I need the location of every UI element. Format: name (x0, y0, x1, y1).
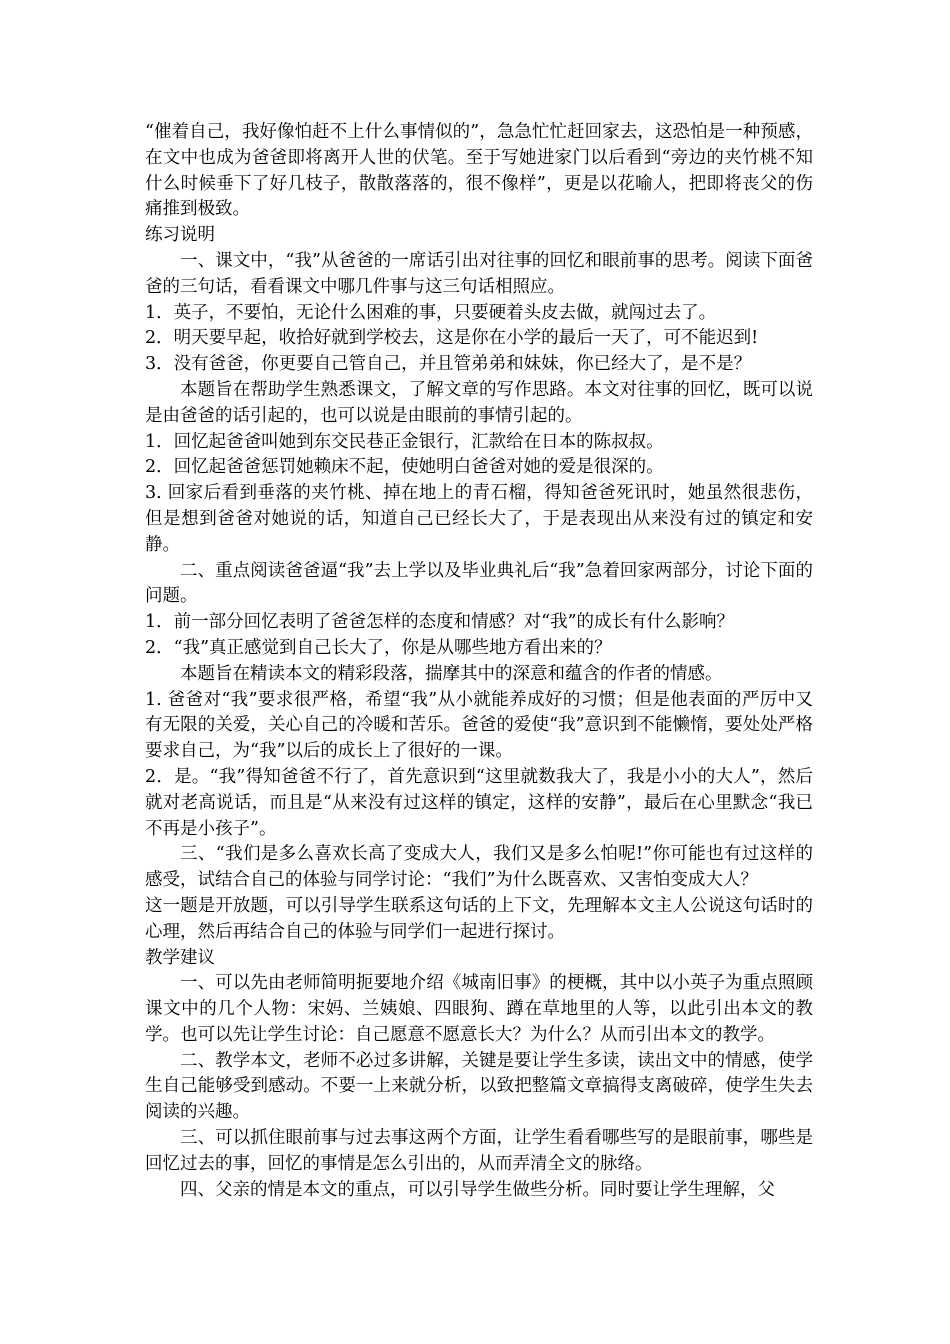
list-item: 1．前一部分回忆表明了爸爸怎样的态度和情感？对“我”的成长有什么影响？ (145, 612, 735, 633)
paragraph: 三、“我们是多么喜欢长高了变成大人，我们又是多么怕呢!”你可能也有过这样的感受，试结合自己的体验与同学讨论：“我们”为什么既喜欢、又害怕变成大人？ (145, 844, 813, 891)
paragraph: 一、课文中，“我”从爸爸的一席话引出对往事的回忆和眼前事的思考。阅读下面爸爸的三句话，看看课文中哪几件事与这三句话相照应。 (145, 250, 813, 297)
paragraph: 这一题是开放题，可以引导学生联系这句话的上下文，先理解本文主人公说这句话时的心理，然后再结合自己的体验与同学们一起进行探讨。 (145, 895, 813, 942)
paragraph: 四、父亲的情是本文的重点，可以引导学生做些分析。同时要让学生理解，父 (180, 1179, 775, 1200)
paragraph: 一、可以先由老师简明扼要地介绍《城南旧事》的梗概，其中以小英子为重点照顾课文中的几个人物：宋妈、兰姨娘、四眼狗、蹲在草地里的人等，以此引出本文的教学。也可以先让学生讨论：自己愿意不愿意长大？为什么？从而引出本文的教学。 (145, 973, 813, 1045)
list-item: 2．回忆起爸爸惩罚她赖床不起，使她明白爸爸对她的爱是很深的。 (145, 457, 664, 478)
list-item: 2．“我”真正感觉到自己长大了，你是从哪些地方看出来的？ (145, 637, 612, 658)
document-body (145, 120, 813, 1203)
list-item: 2．是。“我”得知爸爸不行了，首先意识到“这里就数我大了，我是小小的大人”，然后就对老高说话，而且是“从来没有过这样的镇定，这样的安静”，最后在心里默念“我已不再是小孩子”。 (145, 766, 813, 839)
paragraph: 三、可以抓住眼前事与过去事这两个方面，让学生看看哪些写的是眼前事，哪些是回忆过去的事，回忆的事情是怎么引出的，从而弄清全文的脉络。 (145, 1128, 813, 1174)
section-heading-exercise-notes: 练习说明 (145, 225, 215, 246)
list-item: 3. 回家后看到垂落的夹竹桃、掉在地上的青石榴，得知爸爸死讯时，她虽然很悲伤，但是想到爸爸对她说的话，知道自己已经长大了，于是表现出从来没有过的镇定和安静。 (145, 483, 813, 555)
list-item: 1．回忆起爸爸叫她到东交民巷正金银行，汇款给在日本的陈叔叔。 (145, 431, 664, 452)
section-heading-teaching-suggestions: 教学建议 (145, 947, 215, 968)
paragraph: 二、重点阅读爸爸逼“我”去上学以及毕业典礼后“我”急着回家两部分，讨论下面的问题。 (145, 560, 813, 607)
paragraph: 本题旨在帮助学生熟悉课文，了解文章的写作思路。本文对往事的回忆，既可以说是由爸爸的话引起的，也可以说是由眼前的事情引起的。 (145, 379, 813, 426)
paragraph: 本题旨在精读本文的精彩段落，揣摩其中的深意和蕴含的作者的情感。 (180, 663, 723, 684)
list-item: 1．英子，不要怕，无论什么困难的事，只要硬着头皮去做，就闯过去了。 (145, 302, 717, 323)
list-item: 1. 爸爸对“我”要求很严格，希望“我”从小就能养成好的习惯；但是他表面的严厉中又有无限的关爱，关心自己的冷暖和苦乐。爸爸的爱使“我”意识到不能懒惰，要处处严格要求自己，为“我”以后的成长上了很好的一课。 (145, 689, 813, 762)
list-item: 2．明天要早起，收拾好就到学校去，这是你在小学的最后一天了，可不能迟到! (145, 328, 759, 349)
list-item: 3．没有爸爸，你更要自己管自己，并且管弟弟和妹妹，你已经大了，是不是？ (145, 354, 752, 375)
paragraph: “催着自己，我好像怕赶不上什么事情似的”，急急忙忙赶回家去，这恐怕是一种预感，在文中也成为爸爸即将离开人世的伏笔。至于写她进家门以后看到“旁边的夹竹桃不知什么时候垂下了好几枝子，散散落落的，很不像样”，更是以花喻人，把即将丧父的伤痛推到极致。 (145, 122, 813, 220)
paragraph: 二、教学本文，老师不必过多讲解，关键是要让学生多读，读出文中的情感，使学生自己能够受到感动。不要一上来就分析，以致把整篇文章搞得支离破碎，使学生失去阅读的兴趣。 (145, 1050, 813, 1123)
